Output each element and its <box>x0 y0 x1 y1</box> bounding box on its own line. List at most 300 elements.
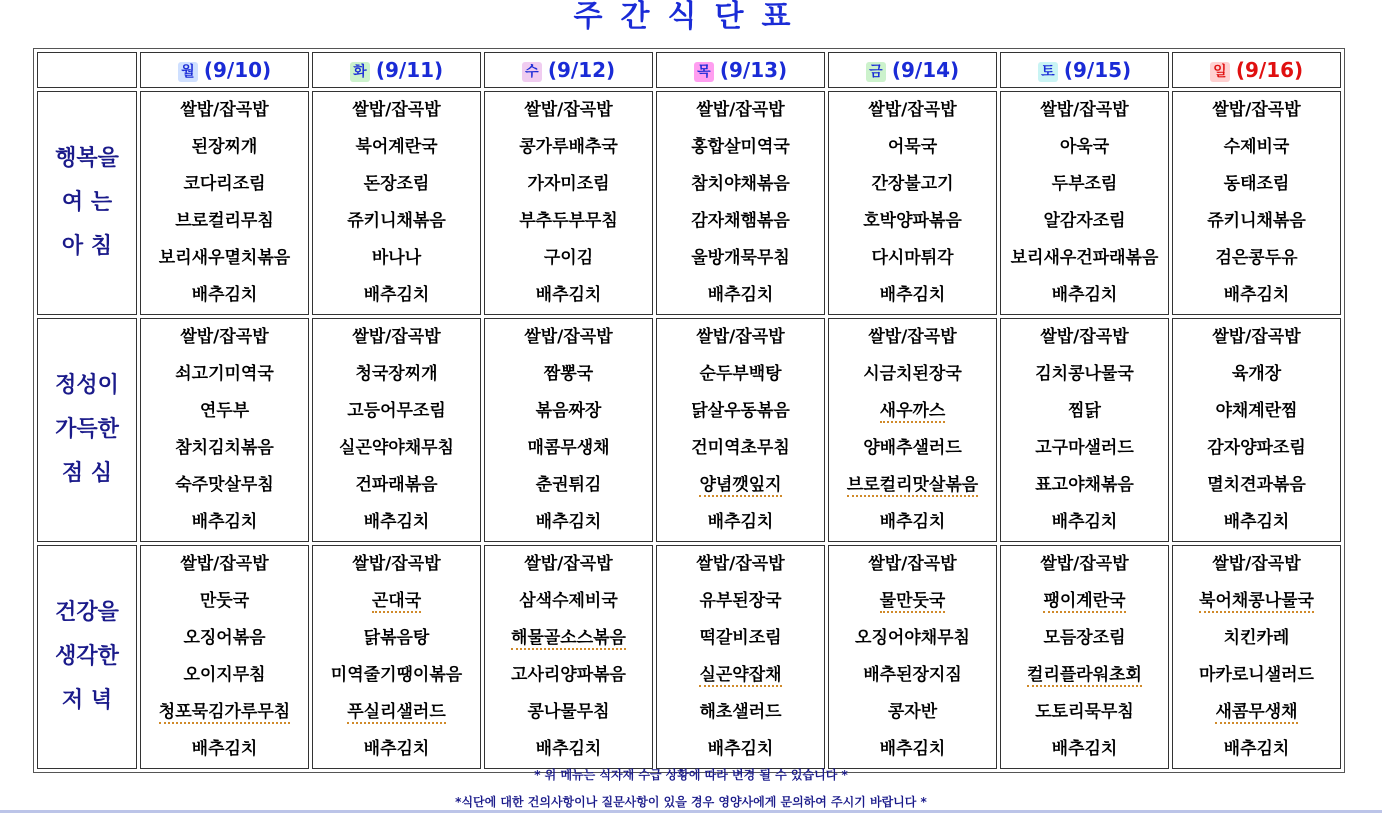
dish-name: 물만둣국 <box>879 591 946 611</box>
menu-cell <box>1172 545 1341 769</box>
dish-name: 배추김치 <box>879 285 946 305</box>
dish-name: 치킨카레 <box>1223 628 1290 648</box>
dish-item <box>1001 393 1168 430</box>
meal-label <box>37 318 137 542</box>
weekday-icon: 일 <box>1210 62 1230 82</box>
dish-name: 오징어야채무침 <box>855 628 970 648</box>
dish-item <box>141 129 308 166</box>
dish-item <box>485 166 652 203</box>
dish-item <box>829 467 996 504</box>
dish-item <box>485 319 652 356</box>
dish-item <box>141 240 308 277</box>
dish-item <box>141 657 308 694</box>
day-header-4 <box>656 52 825 88</box>
dish-name: 쌀밥/잡곡밥 <box>352 100 441 120</box>
dish-name: 쌀밥/잡곡밥 <box>696 327 785 347</box>
dish-item <box>1001 467 1168 504</box>
day-date: (9/11) <box>375 58 444 82</box>
dish-item <box>485 583 652 620</box>
dish-name: 건파래볶음 <box>355 475 438 495</box>
dish-item <box>829 277 996 314</box>
dish-item <box>657 657 824 694</box>
dish-name: 콩자반 <box>887 702 938 722</box>
dish-name: 유부된장국 <box>699 591 782 611</box>
dish-item <box>1173 694 1340 731</box>
dish-item <box>1001 277 1168 314</box>
dish-item <box>657 393 824 430</box>
menu-cell <box>828 545 997 769</box>
dish-name: 쌀밥/잡곡밥 <box>868 327 957 347</box>
dish-item <box>485 356 652 393</box>
notice-substitution: * 위 메뉴는 식자재 수급 상황에 따라 변경 될 수 있습니다 * <box>534 768 848 782</box>
dish-item <box>829 583 996 620</box>
dish-item <box>657 583 824 620</box>
dish-name: 구이김 <box>543 248 594 268</box>
weekday-icon: 금 <box>866 62 886 82</box>
dish-name: 배추김치 <box>707 739 774 759</box>
dish-name: 감자채햄볶음 <box>691 211 790 231</box>
page-title: 주간식단표 <box>573 0 809 34</box>
dish-name: 쌀밥/잡곡밥 <box>524 554 613 574</box>
dish-name: 배추김치 <box>191 285 258 305</box>
dish-item <box>1173 319 1340 356</box>
dish-item <box>657 546 824 583</box>
dish-item <box>141 393 308 430</box>
dish-name: 양배추샐러드 <box>863 438 962 458</box>
dish-item <box>829 393 996 430</box>
dish-item <box>313 694 480 731</box>
dish-item <box>657 92 824 129</box>
dish-name: 배추김치 <box>535 285 602 305</box>
dish-name: 검은콩두유 <box>1215 248 1298 268</box>
dish-name: 돈장조림 <box>363 174 430 194</box>
dish-item <box>313 620 480 657</box>
menu-cell <box>484 318 653 542</box>
dish-item <box>1173 731 1340 768</box>
dish-name: 쌀밥/잡곡밥 <box>180 554 269 574</box>
dish-item <box>829 620 996 657</box>
dish-name: 실곤약야채무침 <box>339 438 454 458</box>
dish-name: 참치야채볶음 <box>691 174 790 194</box>
dish-item <box>829 129 996 166</box>
day-header-5 <box>828 52 997 88</box>
menu-cell <box>656 91 825 315</box>
dish-item <box>1173 277 1340 314</box>
dish-name: 보리새우건파래볶음 <box>1010 248 1159 268</box>
dish-name: 배추김치 <box>1223 285 1290 305</box>
dish-name: 쥬키니채볶음 <box>1207 211 1306 231</box>
dish-item <box>313 92 480 129</box>
dish-item <box>313 393 480 430</box>
dish-name: 쥬키니채볶음 <box>347 211 446 231</box>
dish-name: 쌀밥/잡곡밥 <box>352 554 441 574</box>
dish-name: 볶음짜장 <box>535 401 602 421</box>
dish-name: 고사리양파볶음 <box>511 665 626 685</box>
dish-name: 고등어무조림 <box>347 401 446 421</box>
dish-name: 보리새우멸치볶음 <box>158 248 291 268</box>
menu-cell <box>1000 318 1169 542</box>
dish-item <box>829 240 996 277</box>
day-date: (9/13) <box>719 58 788 82</box>
weekday-icon: 목 <box>694 62 714 82</box>
dish-name: 청포묵김가루무침 <box>158 702 291 722</box>
dish-item <box>1001 657 1168 694</box>
dish-item <box>829 504 996 541</box>
dish-name: 실곤약잡채 <box>699 665 782 685</box>
dish-item <box>313 129 480 166</box>
dish-item <box>141 92 308 129</box>
dish-name: 어묵국 <box>887 137 938 157</box>
dish-item <box>657 240 824 277</box>
dish-name: 오징어볶음 <box>183 628 266 648</box>
day-header-2 <box>312 52 481 88</box>
dish-item <box>485 504 652 541</box>
dish-item <box>1173 504 1340 541</box>
dish-item <box>1173 356 1340 393</box>
dish-item <box>313 731 480 768</box>
dish-name: 짬뽕국 <box>543 364 594 384</box>
dish-item <box>313 277 480 314</box>
dish-item <box>1173 203 1340 240</box>
dish-name: 멸치견과볶음 <box>1207 475 1306 495</box>
dish-name: 쌀밥/잡곡밥 <box>868 100 957 120</box>
dish-item <box>1001 583 1168 620</box>
dish-name: 찜닭 <box>1068 401 1101 421</box>
dish-item <box>1173 393 1340 430</box>
meal-label <box>37 91 137 315</box>
dish-name: 쌀밥/잡곡밥 <box>524 100 613 120</box>
dish-name: 쌀밥/잡곡밥 <box>1040 100 1129 120</box>
dish-name: 홍합살미역국 <box>691 137 790 157</box>
dish-item <box>1173 546 1340 583</box>
dish-item <box>141 356 308 393</box>
menu-cell <box>140 318 309 542</box>
dish-item <box>1001 203 1168 240</box>
dish-item <box>829 203 996 240</box>
dish-item <box>313 546 480 583</box>
day-header-1 <box>140 52 309 88</box>
meal-label <box>37 545 137 769</box>
dish-item <box>657 203 824 240</box>
dish-item <box>657 129 824 166</box>
meal-label-line: 가득한 <box>55 417 119 442</box>
day-header-3 <box>484 52 653 88</box>
dish-item <box>485 277 652 314</box>
dish-name: 브로컬리무침 <box>175 211 274 231</box>
dish-name: 마카로니샐러드 <box>1199 665 1314 685</box>
dish-item <box>485 546 652 583</box>
dish-name: 푸실리샐러드 <box>347 702 446 722</box>
dish-name: 쌀밥/잡곡밥 <box>180 100 269 120</box>
dish-name: 배추김치 <box>1051 285 1118 305</box>
menu-cell <box>312 545 481 769</box>
menu-cell <box>484 91 653 315</box>
dish-item <box>657 504 824 541</box>
dish-item <box>829 694 996 731</box>
dish-name: 배추김치 <box>879 512 946 532</box>
weekly-menu-table <box>33 48 1345 773</box>
dish-item <box>1173 92 1340 129</box>
dish-item <box>141 731 308 768</box>
menu-cell <box>312 318 481 542</box>
dish-item <box>485 393 652 430</box>
dish-item <box>485 731 652 768</box>
dish-item <box>1173 583 1340 620</box>
dish-item <box>1001 356 1168 393</box>
menu-cell <box>1000 545 1169 769</box>
dish-name: 부추두부무침 <box>519 211 618 231</box>
dish-item <box>829 430 996 467</box>
meal-label-line: 여 는 <box>61 190 113 215</box>
dish-name: 동태조림 <box>1223 174 1290 194</box>
dish-item <box>313 657 480 694</box>
dish-item <box>313 430 480 467</box>
dish-name: 쌀밥/잡곡밥 <box>696 100 785 120</box>
dish-item <box>141 694 308 731</box>
dish-name: 배추김치 <box>707 285 774 305</box>
dish-item <box>1173 430 1340 467</box>
day-date: (9/16) <box>1235 58 1304 82</box>
menu-cell <box>828 318 997 542</box>
dish-item <box>1001 504 1168 541</box>
dish-name: 쌀밥/잡곡밥 <box>1212 100 1301 120</box>
dish-name: 콩나물무침 <box>527 702 610 722</box>
dish-name: 배추김치 <box>1051 739 1118 759</box>
dish-name: 쌀밥/잡곡밥 <box>1040 327 1129 347</box>
dish-name: 수제비국 <box>1223 137 1290 157</box>
dish-name: 떡갈비조림 <box>699 628 782 648</box>
dish-name: 만둣국 <box>199 591 250 611</box>
meal-label-line: 건강을 <box>55 600 119 625</box>
dish-item <box>1001 430 1168 467</box>
menu-cell <box>312 91 481 315</box>
dish-name: 새콤무생채 <box>1215 702 1298 722</box>
dish-item <box>829 546 996 583</box>
dish-name: 연두부 <box>199 401 250 421</box>
dish-item <box>1001 240 1168 277</box>
day-date: (9/10) <box>203 58 272 82</box>
menu-cell <box>1172 318 1341 542</box>
dish-name: 배추김치 <box>1051 512 1118 532</box>
dish-name: 건미역초무침 <box>691 438 790 458</box>
day-date: (9/12) <box>547 58 616 82</box>
dish-name: 배추김치 <box>1223 512 1290 532</box>
dish-name: 춘권튀김 <box>535 475 602 495</box>
meal-row <box>37 91 1341 315</box>
dish-item <box>485 92 652 129</box>
dish-item <box>829 92 996 129</box>
dish-item <box>141 583 308 620</box>
dish-name: 호박양파볶음 <box>863 211 962 231</box>
dish-name: 배추김치 <box>535 739 602 759</box>
dish-item <box>657 430 824 467</box>
dish-item <box>1001 319 1168 356</box>
dish-item <box>1001 166 1168 203</box>
dish-item <box>141 319 308 356</box>
dish-item <box>657 620 824 657</box>
dish-name: 도토리묵무침 <box>1035 702 1134 722</box>
dish-name: 쌀밥/잡곡밥 <box>868 554 957 574</box>
day-date: (9/15) <box>1063 58 1132 82</box>
day-header-row <box>37 52 1341 88</box>
dish-item <box>829 731 996 768</box>
dish-name: 청국장찌개 <box>355 364 438 384</box>
meal-label-line: 점 심 <box>61 461 113 486</box>
dish-item <box>657 467 824 504</box>
meal-label-line: 저 녁 <box>61 688 113 713</box>
dish-name: 곤대국 <box>371 591 422 611</box>
dish-item <box>141 467 308 504</box>
meal-label-line: 아 침 <box>61 234 113 259</box>
dish-name: 매콤무생채 <box>527 438 610 458</box>
dish-item <box>485 203 652 240</box>
meal-row <box>37 545 1341 769</box>
dish-item <box>1001 620 1168 657</box>
dish-item <box>313 356 480 393</box>
dish-item <box>1001 129 1168 166</box>
dish-name: 쇠고기미역국 <box>175 364 274 384</box>
menu-cell <box>1172 91 1341 315</box>
dish-item <box>1173 657 1340 694</box>
dish-name: 야채계란찜 <box>1215 401 1298 421</box>
dish-name: 배추된장지짐 <box>863 665 962 685</box>
dish-name: 배추김치 <box>535 512 602 532</box>
dish-item <box>313 166 480 203</box>
dish-item <box>829 657 996 694</box>
dish-item <box>141 277 308 314</box>
dish-name: 배추김치 <box>363 739 430 759</box>
dish-item <box>485 694 652 731</box>
weekday-icon: 월 <box>178 62 198 82</box>
dish-name: 양념깻잎지 <box>699 475 782 495</box>
dish-item <box>657 694 824 731</box>
dish-name: 콩가루배추국 <box>519 137 618 157</box>
menu-cell <box>484 545 653 769</box>
dish-name: 컬리플라워초회 <box>1027 665 1142 685</box>
dish-name: 알감자조림 <box>1043 211 1126 231</box>
dish-name: 모듬장조림 <box>1043 628 1126 648</box>
dish-item <box>313 583 480 620</box>
dish-name: 쌀밥/잡곡밥 <box>180 327 269 347</box>
weekday-icon: 수 <box>522 62 542 82</box>
dish-item <box>657 356 824 393</box>
dish-name: 오이지무침 <box>183 665 266 685</box>
dish-name: 닭볶음탕 <box>363 628 430 648</box>
dish-name: 두부조림 <box>1051 174 1118 194</box>
dish-name: 바나나 <box>371 248 422 268</box>
meal-row <box>37 318 1341 542</box>
dish-item <box>1173 467 1340 504</box>
dish-item <box>485 129 652 166</box>
dish-name: 코다리조림 <box>183 174 266 194</box>
dish-item <box>657 319 824 356</box>
dish-name: 삼색수제비국 <box>519 591 618 611</box>
dish-item <box>141 166 308 203</box>
dish-item <box>313 467 480 504</box>
dish-name: 배추김치 <box>363 512 430 532</box>
dish-name: 새우까스 <box>879 401 946 421</box>
corner-cell <box>37 52 137 88</box>
meal-label-line: 생각한 <box>55 644 119 669</box>
dish-item <box>829 319 996 356</box>
dish-name: 표고야채볶음 <box>1035 475 1134 495</box>
dish-item <box>1001 92 1168 129</box>
menu-cell <box>1000 91 1169 315</box>
dish-item <box>1173 166 1340 203</box>
dish-item <box>485 657 652 694</box>
dish-name: 해물골소스볶음 <box>511 628 626 648</box>
dish-name: 팽이계란국 <box>1043 591 1126 611</box>
dish-item <box>141 430 308 467</box>
dish-item <box>1173 620 1340 657</box>
day-header-7 <box>1172 52 1341 88</box>
dish-name: 울방개묵무침 <box>691 248 790 268</box>
dish-name: 순두부백탕 <box>699 364 782 384</box>
dish-item <box>829 166 996 203</box>
dish-item <box>485 467 652 504</box>
dish-name: 된장찌개 <box>191 137 258 157</box>
notice-inquiry: *식단에 대한 건의사항이나 질문사항이 있을 경우 영양사에게 문의하여 주시기 바랍니다 * <box>455 795 927 809</box>
dish-item <box>141 504 308 541</box>
dish-name: 가자미조림 <box>527 174 610 194</box>
dish-item <box>485 620 652 657</box>
dish-name: 배추김치 <box>1223 739 1290 759</box>
menu-cell <box>828 91 997 315</box>
menu-cell <box>140 545 309 769</box>
day-header-6 <box>1000 52 1169 88</box>
dish-name: 해초샐러드 <box>699 702 782 722</box>
dish-name: 간장불고기 <box>871 174 954 194</box>
dish-name: 배추김치 <box>191 739 258 759</box>
dish-name: 시금치된장국 <box>863 364 962 384</box>
dish-item <box>1173 129 1340 166</box>
dish-item <box>1173 240 1340 277</box>
day-date: (9/14) <box>891 58 960 82</box>
dish-item <box>141 546 308 583</box>
dish-name: 배추김치 <box>191 512 258 532</box>
weekday-icon: 토 <box>1038 62 1058 82</box>
dish-name: 육개장 <box>1231 364 1282 384</box>
dish-item <box>485 240 652 277</box>
dish-item <box>657 277 824 314</box>
dish-name: 북어채콩나물국 <box>1199 591 1314 611</box>
dish-item <box>141 203 308 240</box>
dish-name: 배추김치 <box>707 512 774 532</box>
dish-item <box>657 166 824 203</box>
dish-name: 쌀밥/잡곡밥 <box>1040 554 1129 574</box>
dish-item <box>1001 546 1168 583</box>
dish-name: 쌀밥/잡곡밥 <box>1212 327 1301 347</box>
dish-name: 쌀밥/잡곡밥 <box>352 327 441 347</box>
dish-name: 김치콩나물국 <box>1035 364 1134 384</box>
meal-label-line: 정성이 <box>55 373 119 398</box>
dish-name: 숙주맛살무침 <box>175 475 274 495</box>
dish-name: 참치김치볶음 <box>175 438 274 458</box>
dish-name: 미역줄기땡이볶음 <box>330 665 463 685</box>
dish-item <box>1001 694 1168 731</box>
dish-name: 쌀밥/잡곡밥 <box>524 327 613 347</box>
menu-cell <box>656 318 825 542</box>
dish-item <box>829 356 996 393</box>
dish-item <box>313 203 480 240</box>
dish-name: 쌀밥/잡곡밥 <box>696 554 785 574</box>
dish-name: 쌀밥/잡곡밥 <box>1212 554 1301 574</box>
dish-name: 아욱국 <box>1059 137 1110 157</box>
dish-item <box>313 504 480 541</box>
dish-name: 브로컬리맛살볶음 <box>846 475 979 495</box>
dish-name: 배추김치 <box>879 739 946 759</box>
dish-name: 북어계란국 <box>355 137 438 157</box>
